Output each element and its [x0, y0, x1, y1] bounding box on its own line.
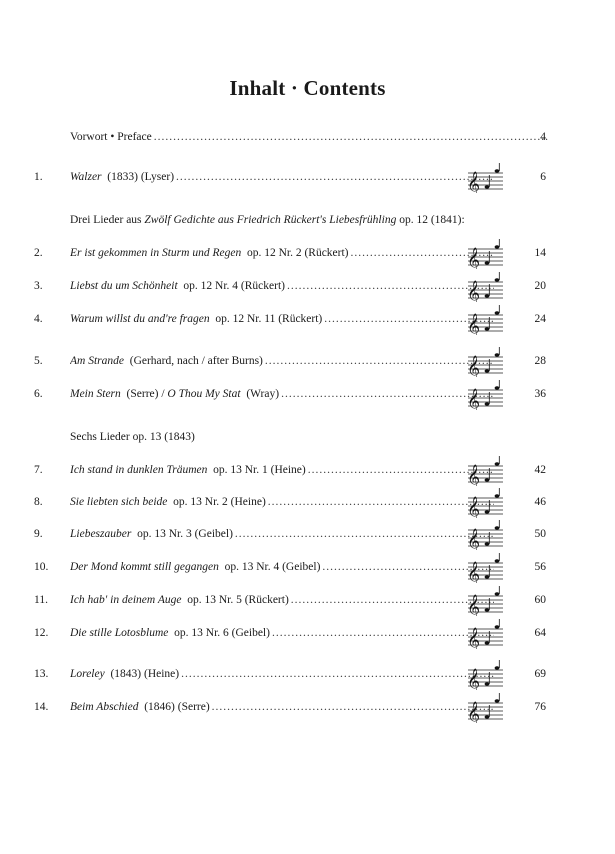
toc-row[interactable] — [34, 460, 546, 480]
toc-row[interactable] — [34, 351, 546, 371]
song-details: op. 13 Nr. 5 (Rückert) — [187, 594, 289, 606]
toc-row[interactable] — [34, 623, 546, 643]
song-details: op. 13 Nr. 3 (Geibel) — [137, 528, 233, 540]
toc-entry — [70, 524, 494, 544]
music-incipit-icon — [466, 378, 504, 410]
song-title: Loreley — [70, 668, 105, 680]
dot-leader — [176, 167, 494, 187]
song-title: Walzer — [70, 171, 102, 183]
entry-number: 8. — [34, 496, 43, 508]
dot-leader — [291, 590, 494, 610]
toc-entry — [70, 697, 494, 717]
song-details: op. 13 Nr. 6 (Geibel) — [174, 627, 270, 639]
toc-entry — [70, 243, 494, 263]
toc-row-preface[interactable] — [34, 127, 546, 147]
song-title: Die stille Lotosblume — [70, 627, 169, 639]
music-incipit-icon — [466, 486, 504, 518]
toc-row[interactable] — [34, 590, 546, 610]
music-incipit-icon — [466, 617, 504, 649]
preface-label: Vorwort • Preface — [70, 131, 152, 143]
page-number: 6 — [540, 171, 546, 183]
music-incipit-icon — [466, 551, 504, 583]
music-incipit-icon — [466, 161, 504, 193]
toc-entry — [70, 384, 494, 404]
song-details-alt: (Wray) — [246, 388, 280, 400]
group-heading: Drei Lieder aus Zwölf Gedichte aus Friedrich Rückert's Liebesfrühling op. 12 (1841): — [70, 214, 465, 226]
page-number: 36 — [534, 388, 546, 400]
music-incipit-icon — [466, 584, 504, 616]
song-title: Liebst du um Schönheit — [70, 280, 178, 292]
toc-row[interactable] — [34, 492, 546, 512]
page-number: 50 — [534, 528, 546, 540]
music-incipit-icon — [466, 345, 504, 377]
toc-row[interactable] — [34, 384, 546, 404]
entry-number: 10. — [34, 561, 49, 573]
music-incipit-icon — [466, 237, 504, 269]
toc-row[interactable] — [34, 243, 546, 263]
toc-entry — [70, 460, 494, 480]
song-title: Der Mond kommt still gegangen — [70, 561, 219, 573]
song-title: Ich stand in dunklen Träumen — [70, 464, 208, 476]
entry-number: 7. — [34, 464, 43, 476]
toc-row[interactable] — [34, 524, 546, 544]
page-number: 69 — [534, 668, 546, 680]
toc-row[interactable] — [34, 167, 546, 187]
entry-number: 2. — [34, 247, 43, 259]
page-number: 46 — [534, 496, 546, 508]
song-details: (Serre) / — [126, 388, 165, 400]
page-number: 64 — [534, 627, 546, 639]
page-number: 4 — [540, 131, 546, 143]
entry-number: 13. — [34, 668, 49, 680]
music-incipit-icon — [466, 691, 504, 723]
dot-leader — [265, 351, 494, 371]
page-number: 20 — [534, 280, 546, 292]
song-title: Warum willst du and're fragen — [70, 313, 210, 325]
page-number: 28 — [534, 355, 546, 367]
music-incipit-icon — [466, 270, 504, 302]
song-title: Am Strande — [70, 355, 124, 367]
song-details: (Gerhard, nach / after Burns) — [129, 355, 263, 367]
song-title: Beim Abschied — [70, 701, 139, 713]
song-title: Er ist gekommen in Sturm und Regen — [70, 247, 242, 259]
toc-entry — [70, 127, 548, 147]
dot-leader — [281, 384, 494, 404]
song-title-alt: O Thou My Stat — [167, 388, 241, 400]
song-title: Ich hab' in deinem Auge — [70, 594, 182, 606]
music-incipit-icon — [466, 658, 504, 690]
toc-entry — [70, 351, 494, 371]
dot-leader — [154, 127, 548, 147]
entry-number: 3. — [34, 280, 43, 292]
song-title: Liebeszauber — [70, 528, 132, 540]
entry-number: 9. — [34, 528, 43, 540]
toc-entry — [70, 492, 494, 512]
song-details: (1846) (Serre) — [144, 701, 210, 713]
group-heading: Sechs Lieder op. 13 (1843) — [70, 431, 195, 443]
song-title: Mein Stern — [70, 388, 121, 400]
dot-leader — [235, 524, 494, 544]
page-number: 76 — [534, 701, 546, 713]
toc-row[interactable] — [34, 309, 546, 329]
entry-number: 14. — [34, 701, 49, 713]
song-details: op. 13 Nr. 4 (Geibel) — [224, 561, 321, 573]
dot-leader — [272, 623, 494, 643]
toc-entry — [70, 590, 494, 610]
dot-leader — [287, 276, 494, 296]
toc-entry — [70, 309, 494, 329]
song-details: op. 13 Nr. 1 (Heine) — [213, 464, 306, 476]
song-details: op. 12 Nr. 11 (Rückert) — [215, 313, 323, 325]
page-title: Inhalt · Contents — [229, 76, 386, 100]
dot-leader — [212, 697, 494, 717]
entry-number: 4. — [34, 313, 43, 325]
song-details: op. 13 Nr. 2 (Heine) — [173, 496, 266, 508]
toc-entry — [70, 623, 494, 643]
entry-number: 12. — [34, 627, 49, 639]
entry-number: 11. — [34, 594, 48, 606]
entry-number: 6. — [34, 388, 43, 400]
music-incipit-icon — [466, 518, 504, 550]
toc-row[interactable] — [34, 697, 546, 717]
page-number: 56 — [534, 561, 546, 573]
entry-number: 5. — [34, 355, 43, 367]
song-details: (1833) (Lyser) — [107, 171, 175, 183]
page-number: 24 — [534, 313, 546, 325]
toc-entry — [70, 276, 494, 296]
toc-row[interactable] — [34, 276, 546, 296]
toc-row[interactable] — [34, 664, 546, 684]
toc-entry — [70, 167, 494, 187]
page-number: 42 — [534, 464, 546, 476]
page-number: 60 — [534, 594, 546, 606]
song-details: (1843) (Heine) — [110, 668, 180, 680]
toc-row[interactable] — [34, 557, 546, 577]
dot-leader — [268, 492, 494, 512]
dot-leader — [181, 664, 494, 684]
toc-entry — [70, 557, 494, 577]
song-title: Sie liebten sich beide — [70, 496, 168, 508]
entry-number: 1. — [34, 171, 43, 183]
music-incipit-icon — [466, 454, 504, 486]
music-incipit-icon — [466, 303, 504, 335]
song-details: op. 12 Nr. 4 (Rückert) — [183, 280, 285, 292]
song-details: op. 12 Nr. 2 (Rückert) — [246, 247, 349, 259]
page-number: 14 — [534, 247, 546, 259]
toc-entry — [70, 664, 494, 684]
